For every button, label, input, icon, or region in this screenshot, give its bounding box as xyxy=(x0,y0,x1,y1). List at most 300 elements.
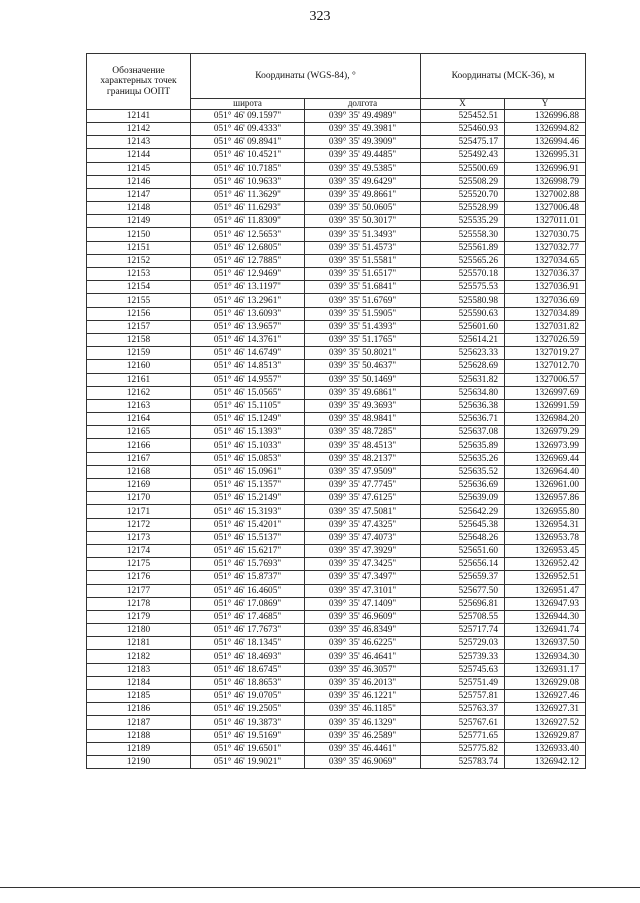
table-row xyxy=(87,333,586,346)
latitude-cell: 051° 46' 09.4333" xyxy=(191,122,305,135)
longitude-cell: 039° 35' 46.6225" xyxy=(305,637,421,650)
longitude-cell: 039° 35' 51.1765" xyxy=(305,333,421,346)
longitude-cell: 039° 35' 48.2137" xyxy=(305,452,421,465)
y-cell: 1326994.46 xyxy=(505,136,586,149)
table-row xyxy=(87,109,586,122)
x-cell: 525636.38 xyxy=(421,399,505,412)
point-id-cell: 12145 xyxy=(87,162,191,175)
table-row xyxy=(87,307,586,320)
table-row xyxy=(87,676,586,689)
y-cell: 1326933.40 xyxy=(505,742,586,755)
table-row xyxy=(87,215,586,228)
x-cell: 525639.09 xyxy=(421,492,505,505)
table-row xyxy=(87,268,586,281)
latitude-cell: 051° 46' 12.5653" xyxy=(191,228,305,241)
latitude-cell: 051° 46' 15.1105" xyxy=(191,399,305,412)
x-cell: 525775.82 xyxy=(421,742,505,755)
longitude-cell: 039° 35' 51.5581" xyxy=(305,254,421,267)
point-id-cell: 12144 xyxy=(87,149,191,162)
x-cell: 525642.29 xyxy=(421,505,505,518)
x-cell: 525565.26 xyxy=(421,254,505,267)
table-row xyxy=(87,465,586,478)
latitude-cell: 051° 46' 13.1197" xyxy=(191,281,305,294)
y-cell: 1326929.87 xyxy=(505,729,586,742)
longitude-cell: 039° 35' 51.6517" xyxy=(305,268,421,281)
x-cell: 525635.26 xyxy=(421,452,505,465)
table-row xyxy=(87,386,586,399)
y-cell: 1327034.65 xyxy=(505,254,586,267)
latitude-cell: 051° 46' 19.5169" xyxy=(191,729,305,742)
table-row xyxy=(87,149,586,162)
x-cell: 525580.98 xyxy=(421,294,505,307)
x-cell: 525590.63 xyxy=(421,307,505,320)
point-id-cell: 12180 xyxy=(87,624,191,637)
longitude-cell: 039° 35' 46.9609" xyxy=(305,610,421,623)
point-id-cell: 12151 xyxy=(87,241,191,254)
point-id-cell: 12161 xyxy=(87,373,191,386)
table-header-row xyxy=(87,54,586,99)
point-id-cell: 12172 xyxy=(87,518,191,531)
x-cell: 525636.71 xyxy=(421,413,505,426)
latitude-cell: 051° 46' 11.8309" xyxy=(191,215,305,228)
y-cell: 1326969.44 xyxy=(505,452,586,465)
latitude-cell: 051° 46' 09.1597" xyxy=(191,109,305,122)
point-id-cell: 12160 xyxy=(87,360,191,373)
table-row xyxy=(87,716,586,729)
longitude-cell: 039° 35' 49.3909" xyxy=(305,136,421,149)
y-cell: 1326961.00 xyxy=(505,479,586,492)
latitude-cell: 051° 46' 15.0853" xyxy=(191,452,305,465)
y-cell: 1326973.99 xyxy=(505,439,586,452)
x-cell: 525656.14 xyxy=(421,558,505,571)
longitude-cell: 039° 35' 47.6125" xyxy=(305,492,421,505)
y-cell: 1326955.80 xyxy=(505,505,586,518)
y-cell: 1326931.17 xyxy=(505,663,586,676)
x-cell: 525745.63 xyxy=(421,663,505,676)
table-row xyxy=(87,122,586,135)
y-cell: 1326942.12 xyxy=(505,755,586,768)
y-cell: 1327031.82 xyxy=(505,320,586,333)
latitude-cell: 051° 46' 18.1345" xyxy=(191,637,305,650)
point-id-cell: 12173 xyxy=(87,531,191,544)
longitude-cell: 039° 35' 47.3101" xyxy=(305,584,421,597)
point-id-cell: 12162 xyxy=(87,386,191,399)
point-column-header: Обозначение характерных точек границы ООПТ xyxy=(87,54,191,110)
y-cell: 1326927.46 xyxy=(505,690,586,703)
longitude-cell: 039° 35' 50.1469" xyxy=(305,373,421,386)
x-cell: 525500.69 xyxy=(421,162,505,175)
point-id-cell: 12178 xyxy=(87,597,191,610)
y-cell: 1326994.82 xyxy=(505,122,586,135)
longitude-cell: 039° 35' 46.3057" xyxy=(305,663,421,676)
y-cell: 1327019.27 xyxy=(505,347,586,360)
latitude-cell: 051° 46' 11.3629" xyxy=(191,188,305,201)
latitude-cell: 051° 46' 10.4521" xyxy=(191,149,305,162)
latitude-cell: 051° 46' 09.8941" xyxy=(191,136,305,149)
table-row xyxy=(87,492,586,505)
table-row xyxy=(87,663,586,676)
x-cell: 525528.99 xyxy=(421,202,505,215)
x-cell: 525659.37 xyxy=(421,571,505,584)
y-cell: 1326979.29 xyxy=(505,426,586,439)
table-row xyxy=(87,690,586,703)
table-row xyxy=(87,755,586,768)
longitude-cell: 039° 35' 47.9509" xyxy=(305,465,421,478)
x-cell: 525648.26 xyxy=(421,531,505,544)
x-cell: 525460.93 xyxy=(421,122,505,135)
x-cell: 525783.74 xyxy=(421,755,505,768)
longitude-cell: 039° 35' 50.0605" xyxy=(305,202,421,215)
point-id-cell: 12174 xyxy=(87,544,191,557)
latitude-cell: 051° 46' 12.6805" xyxy=(191,241,305,254)
point-id-cell: 12177 xyxy=(87,584,191,597)
x-cell: 525677.50 xyxy=(421,584,505,597)
x-cell: 525708.55 xyxy=(421,610,505,623)
x-cell: 525558.30 xyxy=(421,228,505,241)
table-row xyxy=(87,505,586,518)
latitude-cell: 051° 46' 15.6217" xyxy=(191,544,305,557)
point-id-cell: 12188 xyxy=(87,729,191,742)
y-cell: 1327034.89 xyxy=(505,307,586,320)
y-cell: 1327036.91 xyxy=(505,281,586,294)
y-cell: 1326997.69 xyxy=(505,386,586,399)
table-row xyxy=(87,650,586,663)
table-row xyxy=(87,703,586,716)
point-id-cell: 12170 xyxy=(87,492,191,505)
y-cell: 1326998.79 xyxy=(505,175,586,188)
x-cell: 525475.17 xyxy=(421,136,505,149)
y-cell: 1327011.01 xyxy=(505,215,586,228)
y-cell: 1326996.88 xyxy=(505,109,586,122)
longitude-cell: 039° 35' 48.4513" xyxy=(305,439,421,452)
x-cell: 525771.65 xyxy=(421,729,505,742)
x-cell: 525520.70 xyxy=(421,188,505,201)
point-id-cell: 12183 xyxy=(87,663,191,676)
table-row xyxy=(87,347,586,360)
x-cell: 525570.18 xyxy=(421,268,505,281)
latitude-cell: 051° 46' 15.1249" xyxy=(191,413,305,426)
point-id-cell: 12165 xyxy=(87,426,191,439)
point-id-cell: 12164 xyxy=(87,413,191,426)
longitude-cell: 039° 35' 50.4637" xyxy=(305,360,421,373)
x-cell: 525717.74 xyxy=(421,624,505,637)
table-row xyxy=(87,624,586,637)
latitude-cell: 051° 46' 14.3761" xyxy=(191,333,305,346)
table-row xyxy=(87,544,586,557)
latitude-cell: 051° 46' 11.6293" xyxy=(191,202,305,215)
y-cell: 1327012.70 xyxy=(505,360,586,373)
latitude-cell: 051° 46' 10.9633" xyxy=(191,175,305,188)
table-row xyxy=(87,531,586,544)
longitude-cell: 039° 35' 46.1221" xyxy=(305,690,421,703)
table-row xyxy=(87,584,586,597)
x-cell: 525634.80 xyxy=(421,386,505,399)
point-id-cell: 12154 xyxy=(87,281,191,294)
y-cell: 1326991.59 xyxy=(505,399,586,412)
x-cell: 525637.08 xyxy=(421,426,505,439)
y-cell: 1326934.30 xyxy=(505,650,586,663)
point-id-cell: 12155 xyxy=(87,294,191,307)
y-cell: 1326944.30 xyxy=(505,610,586,623)
table-row xyxy=(87,136,586,149)
y-cell: 1326927.31 xyxy=(505,703,586,716)
point-id-cell: 12167 xyxy=(87,452,191,465)
latitude-cell: 051° 46' 18.6745" xyxy=(191,663,305,676)
longitude-cell: 039° 35' 47.7745" xyxy=(305,479,421,492)
table-row xyxy=(87,254,586,267)
x-cell: 525614.21 xyxy=(421,333,505,346)
latitude-cell: 051° 46' 15.2149" xyxy=(191,492,305,505)
y-cell: 1326957.86 xyxy=(505,492,586,505)
longitude-cell: 039° 35' 48.7285" xyxy=(305,426,421,439)
longitude-cell: 039° 35' 47.1409" xyxy=(305,597,421,610)
x-cell: 525508.29 xyxy=(421,175,505,188)
table-row xyxy=(87,373,586,386)
wgs-column-header: Координаты (WGS-84), ° xyxy=(191,54,421,99)
longitude-cell: 039° 35' 49.4485" xyxy=(305,149,421,162)
y-cell: 1326996.91 xyxy=(505,162,586,175)
longitude-cell: 039° 35' 46.8349" xyxy=(305,624,421,637)
latitude-cell: 051° 46' 19.9021" xyxy=(191,755,305,768)
point-id-cell: 12190 xyxy=(87,755,191,768)
point-id-cell: 12141 xyxy=(87,109,191,122)
table-row xyxy=(87,742,586,755)
table-row xyxy=(87,597,586,610)
latitude-cell: 051° 46' 15.1393" xyxy=(191,426,305,439)
longitude-cell: 039° 35' 47.4073" xyxy=(305,531,421,544)
latitude-cell: 051° 46' 16.4605" xyxy=(191,584,305,597)
x-cell: 525635.52 xyxy=(421,465,505,478)
latitude-cell: 051° 46' 17.0869" xyxy=(191,597,305,610)
table-row xyxy=(87,610,586,623)
latitude-cell: 051° 46' 15.0565" xyxy=(191,386,305,399)
latitude-cell: 051° 46' 13.2961" xyxy=(191,294,305,307)
x-cell: 525751.49 xyxy=(421,676,505,689)
latitude-cell: 051° 46' 14.8513" xyxy=(191,360,305,373)
longitude-cell: 039° 35' 49.3693" xyxy=(305,399,421,412)
y-header: Y xyxy=(505,99,586,110)
x-cell: 525739.33 xyxy=(421,650,505,663)
longitude-cell: 039° 35' 48.9841" xyxy=(305,413,421,426)
y-cell: 1327006.48 xyxy=(505,202,586,215)
point-id-cell: 12171 xyxy=(87,505,191,518)
x-cell: 525535.29 xyxy=(421,215,505,228)
table-row xyxy=(87,479,586,492)
x-cell: 525628.69 xyxy=(421,360,505,373)
x-cell: 525601.60 xyxy=(421,320,505,333)
latitude-cell: 051° 46' 15.3193" xyxy=(191,505,305,518)
latitude-cell: 051° 46' 13.6093" xyxy=(191,307,305,320)
point-id-cell: 12158 xyxy=(87,333,191,346)
point-id-cell: 12150 xyxy=(87,228,191,241)
longitude-cell: 039° 35' 47.3497" xyxy=(305,571,421,584)
latitude-cell: 051° 46' 15.0961" xyxy=(191,465,305,478)
longitude-cell: 039° 35' 51.3493" xyxy=(305,228,421,241)
table-row xyxy=(87,637,586,650)
latitude-cell: 051° 46' 19.2505" xyxy=(191,703,305,716)
point-id-cell: 12149 xyxy=(87,215,191,228)
longitude-cell: 039° 35' 51.6769" xyxy=(305,294,421,307)
y-cell: 1326953.78 xyxy=(505,531,586,544)
x-cell: 525452.51 xyxy=(421,109,505,122)
longitude-cell: 039° 35' 49.8661" xyxy=(305,188,421,201)
x-header: X xyxy=(421,99,505,110)
latitude-cell: 051° 46' 14.6749" xyxy=(191,347,305,360)
longitude-cell: 039° 35' 49.6861" xyxy=(305,386,421,399)
point-id-cell: 12146 xyxy=(87,175,191,188)
point-id-cell: 12187 xyxy=(87,716,191,729)
latitude-cell: 051° 46' 10.7185" xyxy=(191,162,305,175)
longitude-cell: 039° 35' 49.5385" xyxy=(305,162,421,175)
point-id-cell: 12153 xyxy=(87,268,191,281)
msk-column-header: Координаты (МСК-36), м xyxy=(421,54,586,99)
latitude-cell: 051° 46' 18.8653" xyxy=(191,676,305,689)
latitude-cell: 051° 46' 17.4685" xyxy=(191,610,305,623)
longitude-cell: 039° 35' 49.4989" xyxy=(305,109,421,122)
longitude-cell: 039° 35' 51.4393" xyxy=(305,320,421,333)
x-cell: 525767.61 xyxy=(421,716,505,729)
table-row xyxy=(87,360,586,373)
longitude-cell: 039° 35' 49.6429" xyxy=(305,175,421,188)
point-id-cell: 12169 xyxy=(87,479,191,492)
table-row xyxy=(87,294,586,307)
x-cell: 525645.38 xyxy=(421,518,505,531)
x-cell: 525651.60 xyxy=(421,544,505,557)
latitude-cell: 051° 46' 15.4201" xyxy=(191,518,305,531)
point-id-cell: 12182 xyxy=(87,650,191,663)
longitude-cell: 039° 35' 47.3929" xyxy=(305,544,421,557)
longitude-cell: 039° 35' 46.2589" xyxy=(305,729,421,742)
x-cell: 525696.81 xyxy=(421,597,505,610)
y-cell: 1326937.50 xyxy=(505,637,586,650)
x-cell: 525757.81 xyxy=(421,690,505,703)
point-id-cell: 12148 xyxy=(87,202,191,215)
point-id-cell: 12152 xyxy=(87,254,191,267)
longitude-cell: 039° 35' 49.3981" xyxy=(305,122,421,135)
longitude-cell: 039° 35' 46.2013" xyxy=(305,676,421,689)
table-row xyxy=(87,558,586,571)
x-cell: 525492.43 xyxy=(421,149,505,162)
x-cell: 525575.53 xyxy=(421,281,505,294)
y-cell: 1326929.08 xyxy=(505,676,586,689)
table-row xyxy=(87,518,586,531)
y-cell: 1326952.42 xyxy=(505,558,586,571)
latitude-cell: 051° 46' 19.6501" xyxy=(191,742,305,755)
point-id-cell: 12159 xyxy=(87,347,191,360)
point-id-cell: 12179 xyxy=(87,610,191,623)
point-id-cell: 12181 xyxy=(87,637,191,650)
longitude-cell: 039° 35' 51.6841" xyxy=(305,281,421,294)
table-row xyxy=(87,281,586,294)
longitude-cell: 039° 35' 46.1329" xyxy=(305,716,421,729)
latitude-cell: 051° 46' 15.5137" xyxy=(191,531,305,544)
y-cell: 1327036.37 xyxy=(505,268,586,281)
bottom-rule xyxy=(0,887,640,888)
longitude-cell: 039° 35' 51.4573" xyxy=(305,241,421,254)
longitude-cell: 039° 35' 50.8021" xyxy=(305,347,421,360)
longitude-cell: 039° 35' 47.3425" xyxy=(305,558,421,571)
table-row xyxy=(87,228,586,241)
point-id-cell: 12186 xyxy=(87,703,191,716)
y-cell: 1326995.31 xyxy=(505,149,586,162)
table-row xyxy=(87,241,586,254)
y-cell: 1326953.45 xyxy=(505,544,586,557)
latitude-cell: 051° 46' 17.7673" xyxy=(191,624,305,637)
point-id-cell: 12176 xyxy=(87,571,191,584)
longitude-cell: 039° 35' 46.1185" xyxy=(305,703,421,716)
y-cell: 1327026.59 xyxy=(505,333,586,346)
latitude-cell: 051° 46' 19.3873" xyxy=(191,716,305,729)
point-id-cell: 12143 xyxy=(87,136,191,149)
table-row xyxy=(87,175,586,188)
y-cell: 1326954.31 xyxy=(505,518,586,531)
table-row xyxy=(87,413,586,426)
latitude-cell: 051° 46' 14.9557" xyxy=(191,373,305,386)
longitude-cell: 039° 35' 50.3017" xyxy=(305,215,421,228)
table-row xyxy=(87,729,586,742)
point-id-cell: 12156 xyxy=(87,307,191,320)
y-cell: 1326952.51 xyxy=(505,571,586,584)
point-id-cell: 12189 xyxy=(87,742,191,755)
longitude-cell: 039° 35' 47.5081" xyxy=(305,505,421,518)
point-id-cell: 12185 xyxy=(87,690,191,703)
y-cell: 1326927.52 xyxy=(505,716,586,729)
x-cell: 525729.03 xyxy=(421,637,505,650)
y-cell: 1327036.69 xyxy=(505,294,586,307)
longitude-cell: 039° 35' 51.5905" xyxy=(305,307,421,320)
latitude-cell: 051° 46' 19.0705" xyxy=(191,690,305,703)
longitude-header: долгота xyxy=(305,99,421,110)
latitude-cell: 051° 46' 15.1033" xyxy=(191,439,305,452)
table-row xyxy=(87,320,586,333)
latitude-cell: 051° 46' 12.9469" xyxy=(191,268,305,281)
x-cell: 525636.69 xyxy=(421,479,505,492)
y-cell: 1327030.75 xyxy=(505,228,586,241)
latitude-cell: 051° 46' 13.9657" xyxy=(191,320,305,333)
point-id-cell: 12166 xyxy=(87,439,191,452)
latitude-cell: 051° 46' 15.1357" xyxy=(191,479,305,492)
page-number: 323 xyxy=(309,9,331,24)
point-id-cell: 12147 xyxy=(87,188,191,201)
table-row xyxy=(87,188,586,201)
table-row xyxy=(87,426,586,439)
table-row xyxy=(87,399,586,412)
longitude-cell: 039° 35' 46.4641" xyxy=(305,650,421,663)
x-cell: 525763.37 xyxy=(421,703,505,716)
table-row xyxy=(87,571,586,584)
y-cell: 1326947.93 xyxy=(505,597,586,610)
x-cell: 525623.33 xyxy=(421,347,505,360)
x-cell: 525561.89 xyxy=(421,241,505,254)
coordinates-table-body xyxy=(87,54,586,769)
latitude-cell: 051° 46' 15.8737" xyxy=(191,571,305,584)
table-row xyxy=(87,202,586,215)
point-id-cell: 12157 xyxy=(87,320,191,333)
longitude-cell: 039° 35' 46.9069" xyxy=(305,755,421,768)
point-id-cell: 12168 xyxy=(87,465,191,478)
table-row xyxy=(87,162,586,175)
latitude-cell: 051° 46' 18.4693" xyxy=(191,650,305,663)
y-cell: 1326941.74 xyxy=(505,624,586,637)
point-id-cell: 12184 xyxy=(87,676,191,689)
table-row xyxy=(87,439,586,452)
point-id-cell: 12163 xyxy=(87,399,191,412)
point-id-cell: 12142 xyxy=(87,122,191,135)
coordinates-table xyxy=(86,53,586,769)
latitude-cell: 051° 46' 12.7885" xyxy=(191,254,305,267)
y-cell: 1327032.77 xyxy=(505,241,586,254)
y-cell: 1327006.57 xyxy=(505,373,586,386)
